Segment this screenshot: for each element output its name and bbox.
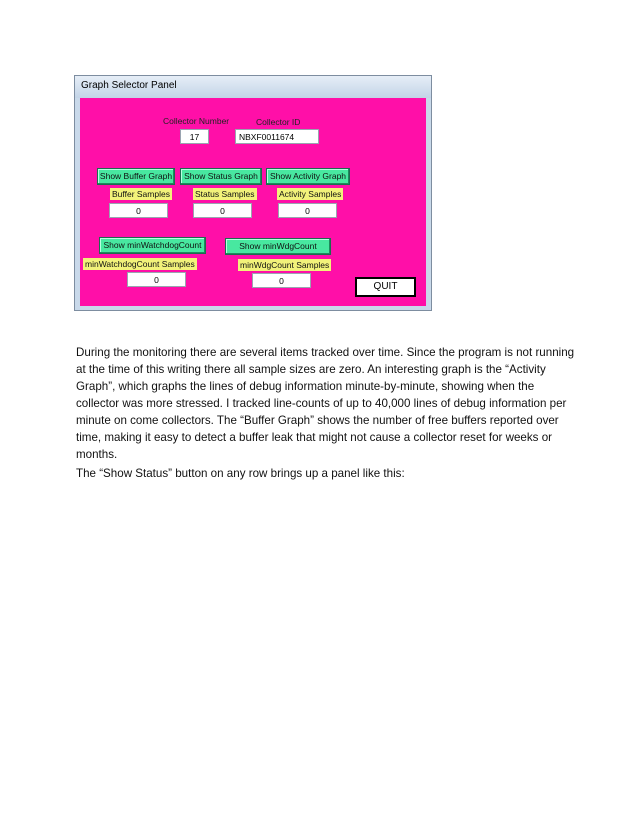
min-watchdog-count-samples-label: minWatchdogCount Samples bbox=[85, 259, 195, 269]
collector-id-label: Collector ID bbox=[256, 117, 301, 127]
window-titlebar bbox=[75, 76, 431, 98]
buffer-samples-field[interactable]: 0 bbox=[109, 203, 168, 218]
description-paragraph: During the monitoring there are several items tracked over time. Since the program is not running at the time of this writing there all sample sizes are zero. An interesting graph is the “Activity Graph”, which graphs the lines of debug information minute-by-minute, showing when the collector was more stressed. I tracked line-counts of up to 40,000 lines of debug information per minute on come collectors. The “Buffer Graph” shows the number of free buffers reported over time, making it easy to detect a buffer leak that might not cause a collector reset for weeks or months. bbox=[76, 346, 575, 461]
activity-samples-label: Activity Samples bbox=[279, 189, 342, 199]
window-title: Graph Selector Panel bbox=[81, 80, 177, 91]
status-samples-field[interactable]: 0 bbox=[193, 203, 252, 218]
quit-button[interactable]: QUIT bbox=[355, 277, 416, 297]
min-watchdog-count-samples-field[interactable]: 0 bbox=[127, 272, 186, 287]
show-buffer-graph-button[interactable]: Show Buffer Graph bbox=[97, 168, 175, 185]
panel-client-area bbox=[80, 98, 426, 306]
collector-number-label: Collector Number bbox=[163, 116, 230, 126]
min-wdg-count-samples-field[interactable]: 0 bbox=[252, 273, 311, 288]
show-activity-graph-button[interactable]: Show Activity Graph bbox=[266, 168, 350, 185]
status-samples-label: Status Samples bbox=[195, 189, 255, 199]
buffer-samples-label: Buffer Samples bbox=[112, 189, 170, 199]
show-status-paragraph: The “Show Status” button on any row brings up a panel like this: bbox=[76, 467, 405, 480]
collector-number-field[interactable]: 17 bbox=[180, 129, 209, 144]
collector-id-field[interactable]: NBXF0011674 bbox=[235, 129, 319, 144]
show-status-graph-button[interactable]: Show Status Graph bbox=[180, 168, 262, 185]
show-min-watchdog-count-button[interactable]: Show minWatchdogCount bbox=[99, 237, 206, 254]
graph-selector-window bbox=[74, 75, 432, 311]
activity-samples-field[interactable]: 0 bbox=[278, 203, 337, 218]
show-min-wdg-count-button[interactable]: Show minWdgCount bbox=[225, 238, 331, 255]
min-wdg-count-samples-label: minWdgCount Samples bbox=[240, 260, 330, 270]
